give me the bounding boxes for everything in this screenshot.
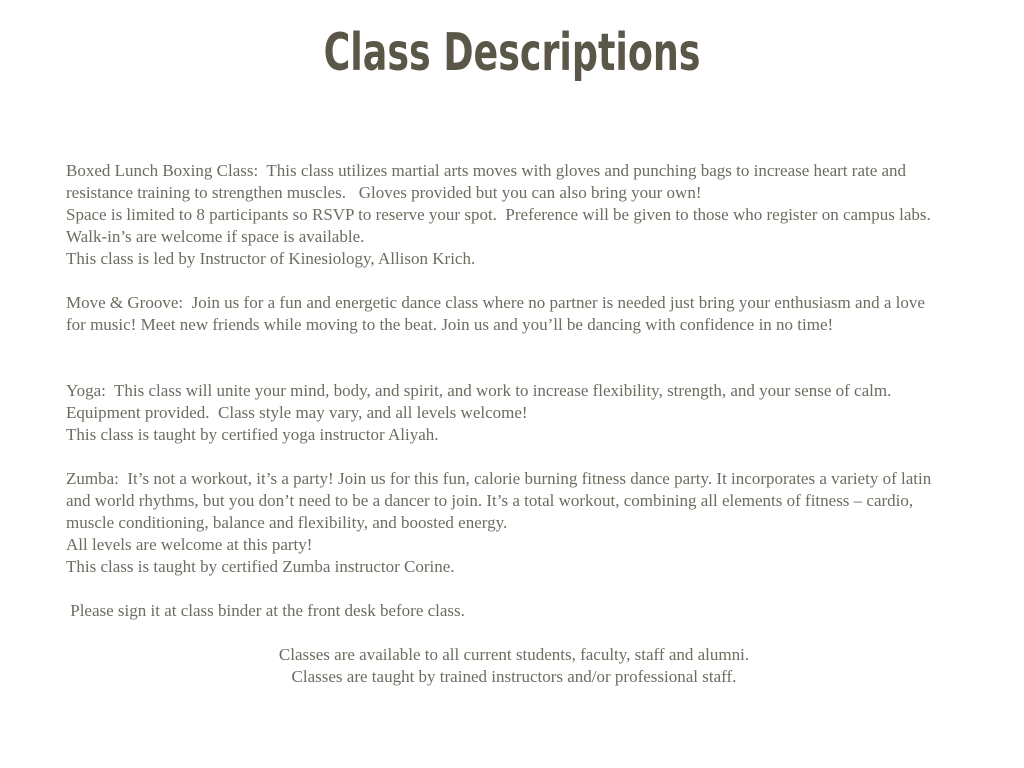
note-sign-in [66,600,962,622]
page-title: Class Descriptions [323,23,701,83]
text-line: This class is taught by certified Zumba instructor Corine. [66,557,455,576]
text-line: and world rhythms, but you don’t need to be a dancer to join. It’s a total workout, combining all elements of fitness – cardio, [66,491,914,510]
text-line: muscle conditioning, balance and flexibility, and boosted energy. [66,513,508,532]
text-line: Walk-in’s are welcome if space is available. [66,227,365,246]
footer-availability-note [66,644,962,688]
text-line: This class is taught by certified yoga instructor Aliyah. [66,425,439,444]
text-line: Classes are available to all current students, faculty, staff and alumni. [278,645,750,664]
content-area [66,160,962,710]
text-line: resistance training to strengthen muscles. Gloves provided but you can also bring your own! [66,183,702,202]
text-line: for music! Meet new friends while moving to the beat. Join us and you’ll be dancing with confidence in no time! [66,315,834,334]
text-line: Equipment provided. Class style may vary, and all levels welcome! [66,403,528,422]
text-line: Please sign it at class binder at the front desk before class. [66,601,465,620]
paragraph-zumba [66,468,962,578]
text-line: Boxed Lunch Boxing Class: This class utilizes martial arts moves with gloves and punching bags to increase heart rate and [66,161,907,180]
text-line: All levels are welcome at this party! [66,535,313,554]
text-line: Yoga: This class will unite your mind, body, and spirit, and work to increase flexibility, strength, and your sense of calm. [66,381,892,400]
text-line: Zumba: It’s not a workout, it’s a party! Join us for this fun, calorie burning fitness dance party. It incorporates a variety of latin [66,469,932,488]
text-line: Move & Groove: Join us for a fun and energetic dance class where no partner is needed just bring your enthusiasm and a love [66,293,925,312]
paragraph-move-and-groove [66,292,962,336]
paragraph-boxed-lunch-boxing [66,160,962,270]
text-line: This class is led by Instructor of Kinesiology, Allison Krich. [66,249,476,268]
text-line: Classes are taught by trained instructors and/or professional staff. [291,667,737,686]
text-line: Space is limited to 8 participants so RSVP to reserve your spot. Preference will be given to those who register on campus labs. [66,205,931,224]
paragraph-yoga [66,380,962,446]
